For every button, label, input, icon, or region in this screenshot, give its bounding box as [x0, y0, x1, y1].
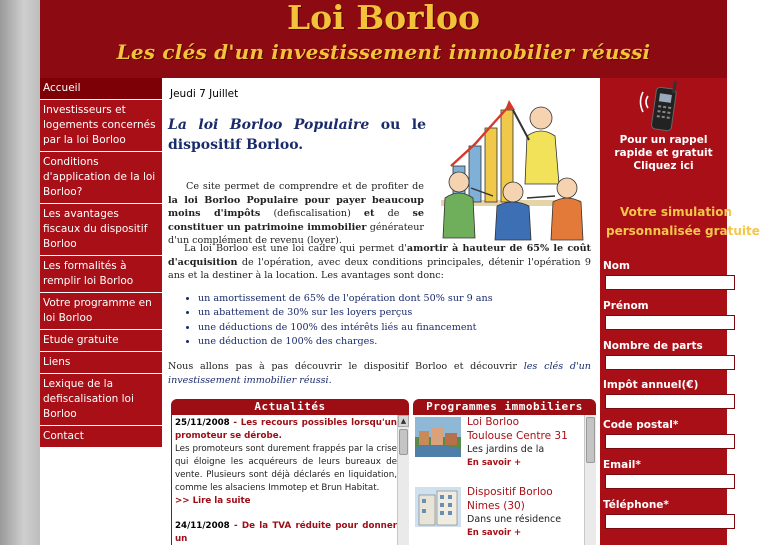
nav-item-contact[interactable]: Contact — [40, 426, 162, 448]
list-item: • un abattement de 30% sur les loyers perçus — [198, 306, 586, 320]
para2-text-c: de l'opération, avec deux conditions principales, détenir l'opération 9 ans et la destiner à la location. Les avantages sont donc: — [168, 256, 591, 282]
right-sidebar — [600, 78, 760, 545]
side-navigation — [40, 78, 162, 448]
news-box-header: Actualités — [171, 399, 409, 415]
news-title[interactable]: - De la TVA réduite pour donner un — [175, 521, 397, 544]
field-label-email: Email* — [603, 459, 641, 471]
program-item[interactable] — [415, 485, 583, 541]
main-content — [162, 78, 599, 545]
email-field[interactable] — [605, 474, 735, 489]
callback-line: Pour un rappel — [619, 134, 708, 146]
program-more-link[interactable]: En savoir + — [467, 528, 522, 538]
list-item: • une déductions de 100% des intérêts liés au financement — [198, 321, 586, 335]
para1-text-e: de — [374, 208, 413, 220]
current-date: Jeudi 7 Juillet — [170, 88, 239, 100]
intro-title — [168, 115, 426, 155]
callback-link[interactable] — [600, 134, 727, 173]
intro-paragraph-2 — [168, 242, 591, 283]
nom-field[interactable] — [605, 275, 735, 290]
news-list — [175, 417, 397, 546]
program-photo-nimes — [415, 487, 461, 527]
mobile-phone-icon — [640, 80, 690, 132]
programs-box-header: Programmes immobiliers — [413, 399, 596, 415]
page-left-strip — [0, 0, 40, 545]
simulation-title — [606, 203, 760, 241]
intro-title-emphasis: La loi Borloo Populaire — [168, 117, 370, 133]
para1-text-g: générateur d'un complément de revenu (loyer). — [168, 221, 424, 247]
field-label-parts: Nombre de parts — [603, 340, 703, 352]
outro-emphasis: les clés d'un investissement immobilier réussi. — [168, 361, 591, 386]
simulation-title-line: personnalisée gratuite — [606, 224, 760, 238]
scroll-up-icon[interactable]: ▲ — [398, 415, 409, 427]
para1-bold-d: et — [363, 208, 375, 220]
programs-box — [413, 415, 596, 545]
callback-line: rapide et gratuit — [614, 147, 713, 159]
program-description: Dans une résidence — [467, 514, 562, 525]
para2-bold-b: amortir à hauteur de 65% le coût d'acquisition — [168, 243, 591, 268]
intro-paragraph-1 — [168, 180, 424, 248]
program-description: Les jardins de la — [467, 444, 545, 455]
nav-item-avantages-fiscaux[interactable]: Les avantages fiscaux du dispositif Borloo — [40, 204, 162, 256]
news-item — [175, 417, 397, 508]
investors-illustration — [431, 88, 590, 242]
para1-bold-b: la loi Borloo Populaire pour payer beaucoup moins d'impôts — [168, 194, 424, 220]
field-label-nom: Nom — [603, 260, 630, 272]
news-date: 24/11/2008 — [175, 521, 230, 531]
nav-item-programme[interactable]: Votre programme en loi Borloo — [40, 293, 162, 330]
news-title[interactable]: - Les recours possibles lorsqu'un promoteur se dérobe. — [175, 418, 397, 441]
programs-scrollbar[interactable] — [584, 415, 596, 545]
list-item: • un amortissement de 65% de l'opération dont 50% sur 9 ans — [198, 292, 586, 306]
para2-text-a: La loi Borloo est une loi cadre qui permet d' — [184, 243, 407, 254]
field-label-impot: Impôt annuel(€) — [603, 379, 699, 391]
program-location: Toulouse Centre 31 — [467, 430, 568, 442]
nav-item-formalites[interactable]: Les formalités à remplir loi Borloo — [40, 256, 162, 293]
nav-item-etude-gratuite[interactable]: Etude gratuite — [40, 330, 162, 352]
news-date: 25/11/2008 — [175, 418, 230, 428]
simulation-title-line: Votre simulation — [620, 205, 732, 219]
program-more-link[interactable]: En savoir + — [467, 458, 522, 468]
outro-paragraph — [168, 360, 591, 387]
impot-annuel-field[interactable] — [605, 394, 735, 409]
nav-item-accueil[interactable]: Accueil — [40, 78, 162, 100]
program-location: Nimes (30) — [467, 500, 525, 512]
callback-line: Cliquez ici — [633, 160, 694, 172]
program-photo-toulouse — [415, 417, 461, 457]
program-item[interactable] — [415, 415, 583, 471]
field-label-telephone: Téléphone* — [603, 499, 669, 511]
site-banner — [40, 0, 727, 78]
news-body: Les promoteurs sont durement frappés par la crise qui éloigne les acquéreurs de leurs bureaux de vente. Plusieurs sont déjà déclarés en liquidation, comme les alsaciens Immotep et Brun Habitat. — [175, 444, 397, 493]
site-title: Loi Borloo — [286, 0, 481, 37]
read-more-link[interactable]: >> Lire la suite — [175, 496, 251, 506]
field-label-code-postal: Code postal* — [603, 419, 679, 431]
scrollbar-thumb[interactable] — [586, 417, 595, 463]
code-postal-field[interactable] — [605, 434, 735, 449]
nav-item-conditions[interactable]: Conditions d'application de la loi Borloo? — [40, 152, 162, 204]
callback-area[interactable] — [600, 78, 727, 186]
nav-item-lexique[interactable]: Lexique de la defiscalisation loi Borloo — [40, 374, 162, 426]
para1-text-a: Ce site permet de comprendre et de profiter de — [186, 181, 424, 192]
nav-item-liens[interactable]: Liens — [40, 352, 162, 374]
news-scrollbar[interactable] — [397, 415, 409, 545]
list-item: • une déduction de 100% des charges. — [198, 335, 586, 349]
para1-text-c: (defiscalisation) — [260, 208, 364, 220]
outro-text: Nous allons pas à pas découvrir le dispositif Borloo et découvrir — [168, 361, 524, 372]
intro-title-rest: ou le dispositif Borloo. — [168, 117, 426, 153]
news-box — [171, 415, 409, 545]
nav-item-investisseurs[interactable]: Investisseurs et logements concernés par la loi Borloo — [40, 100, 162, 152]
news-item — [175, 520, 397, 546]
prenom-field[interactable] — [605, 315, 735, 330]
program-title: Loi Borloo — [467, 416, 520, 428]
telephone-field[interactable] — [605, 514, 735, 529]
site-subtitle: Les clés d'un investissement immobilier réussi — [116, 40, 651, 64]
field-label-prenom: Prénom — [603, 300, 649, 312]
program-title: Dispositif Borloo — [467, 486, 553, 498]
scrollbar-thumb[interactable] — [399, 429, 408, 455]
nombre-parts-field[interactable] — [605, 355, 735, 370]
advantages-list — [186, 292, 586, 350]
para1-bold-f: se constituer un patrimoine immobilier — [168, 208, 424, 233]
